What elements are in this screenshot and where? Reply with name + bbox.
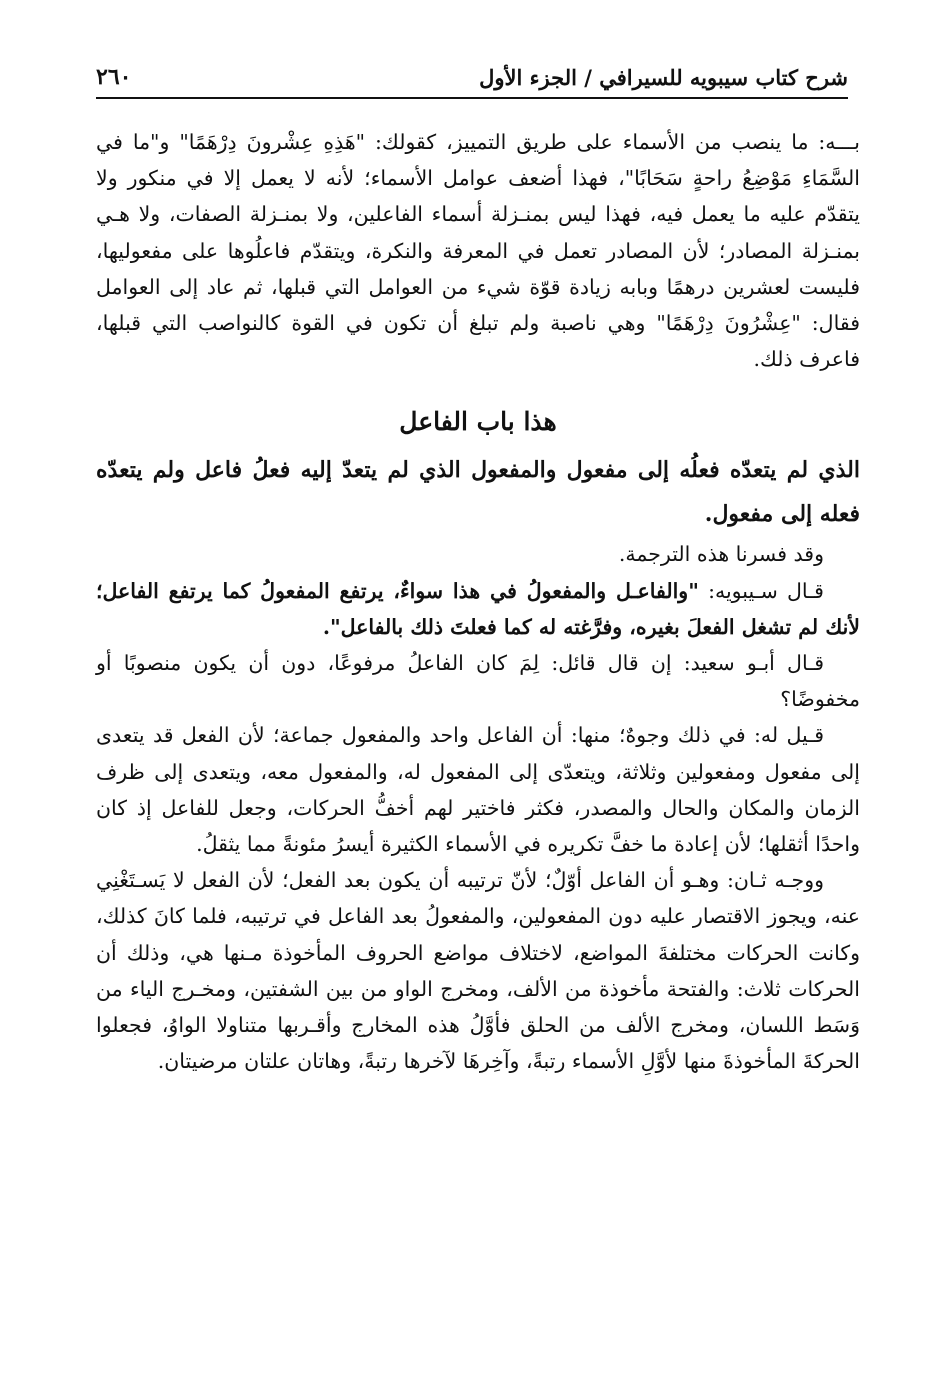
page-header: [96, 55, 848, 99]
sibawayh-quote: "والفاعـل والمفعولُ في هذا سواءٌ، يرتفع المفعولُ كما يرتفع الفاعل؛ لأنك لم تشغل الفعلَ بغيره، وفرَّغته له كما فعلتَ ذلك بالفاعل".: [96, 578, 860, 639]
abu-said-paragraph: قـال أبـو سعيد: إن قال قائل: لِمَ كان الفاعلُ مرفوعًا، دون أن يكون منصوبًا أو مخفوضًا؟: [96, 651, 860, 712]
header-rule: [96, 97, 848, 99]
chapter-subtitle: الذي لم يتعدّه فعلُه إلى مفعول والمفعول الذي لم يتعدّ إليه فعلُ فاعل ولم يتعدّه فعله إلى مفعول.: [96, 457, 860, 528]
page-number: ٢٦٠: [96, 64, 132, 90]
sibawayh-paragraph: [96, 573, 860, 645]
page-body: [96, 124, 860, 1079]
explained-note: وقد فسرنا هذه الترجمة.: [618, 542, 824, 567]
sibawayh-intro: قـال سـيبويه:: [698, 578, 824, 603]
running-title: شرح كتاب سيبويه للسيرافي / الجزء الأول: [479, 64, 848, 90]
intro-paragraph: بـــه: ما ينصب من الأسماء على طريق التمييز، كقولك: "هَذِهِ عِشْرونَ دِرْهَمًا" و"ما في السَّمَاءِ مَوْضِعُ راحةٍ سَحَابًا"، فهذا أضعف عوامل الأسماء؛ لأنه لا يعمل إلا في منكور ولا يتقدّم عليه ما يعمل فيه، فهذا ليس بمنـزلة أسماء الفاعلين، ولا بمنـزلة الصفات، ولا هـي بمنـزلة المصادر؛ لأن المصادر تعمل في المعرفة والنكرة، ويتقدّم فاعلُوها على مفعوليها، فليست لعشرين درهمًا وبابه زيادة قوّة شيء من العوامل التي قبلها، ثم عاد إلى العوامل فقال: "عِشْرُونَ دِرْهَمًا" وهي ناصبة ولم تبلغ أن تكون في القوة كالنواصب التي قبلها، فاعرف ذلك.: [96, 130, 861, 372]
answer-second-reason: ووجـه ثـان: وهـو أن الفاعل أوّلٌ؛ لأنّ ترتيبه أن يكون بعد الفعل؛ لأن الفعل لا يَسـتَغْنِي عنه، ويجوز الاقتصار عليه دون المفعولين، والمفعولُ بعد الفاعل في ترتيبه، فلما كانَ كذلك، وكانت الحركات مختلفةَ المواضع، لاختلاف مواضع الحروف المأخوذة مـنها هي، وذلك أن الحركات ثلاث: والفتحة مأخوذة من الألف، ومخرج الواو من بين الشفتين، ومخـرج الياء من وَسَط اللسان، ومخرج الألف من الحلق فأوَّلُ هذه المخارج وأقـربها متناولا الواوُ، فجعلوا الحركةَ المأخوذةَ منها لأوَّلِ الأسماء رتبةً، وآخِرهَا لآخرها رتبةً، وهاتان علتان مرضيتان.: [96, 868, 860, 1074]
answer-first-reason: قـيل له: في ذلك وجوهٌ؛ منها: أن الفاعل واحد والمفعول جماعة؛ لأن الفعل قد يتعدى إلى مفعول ومفعولين وثلاثة، ويتعدّى إلى المفعول له، والمفعول معه، ويتعدى إلى ظرف الزمان والمكان والحال والمصدر، فكثر فاختير لهم أخفُّ الحركات، وجعل للفاعل إذ كان واحدًا أثقلها؛ لأن إعادة ما خفَّ تكريره في الأسماء الكثيرة أيسرُ مئونةً مما يثقلُ.: [96, 723, 860, 857]
chapter-title: هذا باب الفاعل: [399, 407, 557, 437]
